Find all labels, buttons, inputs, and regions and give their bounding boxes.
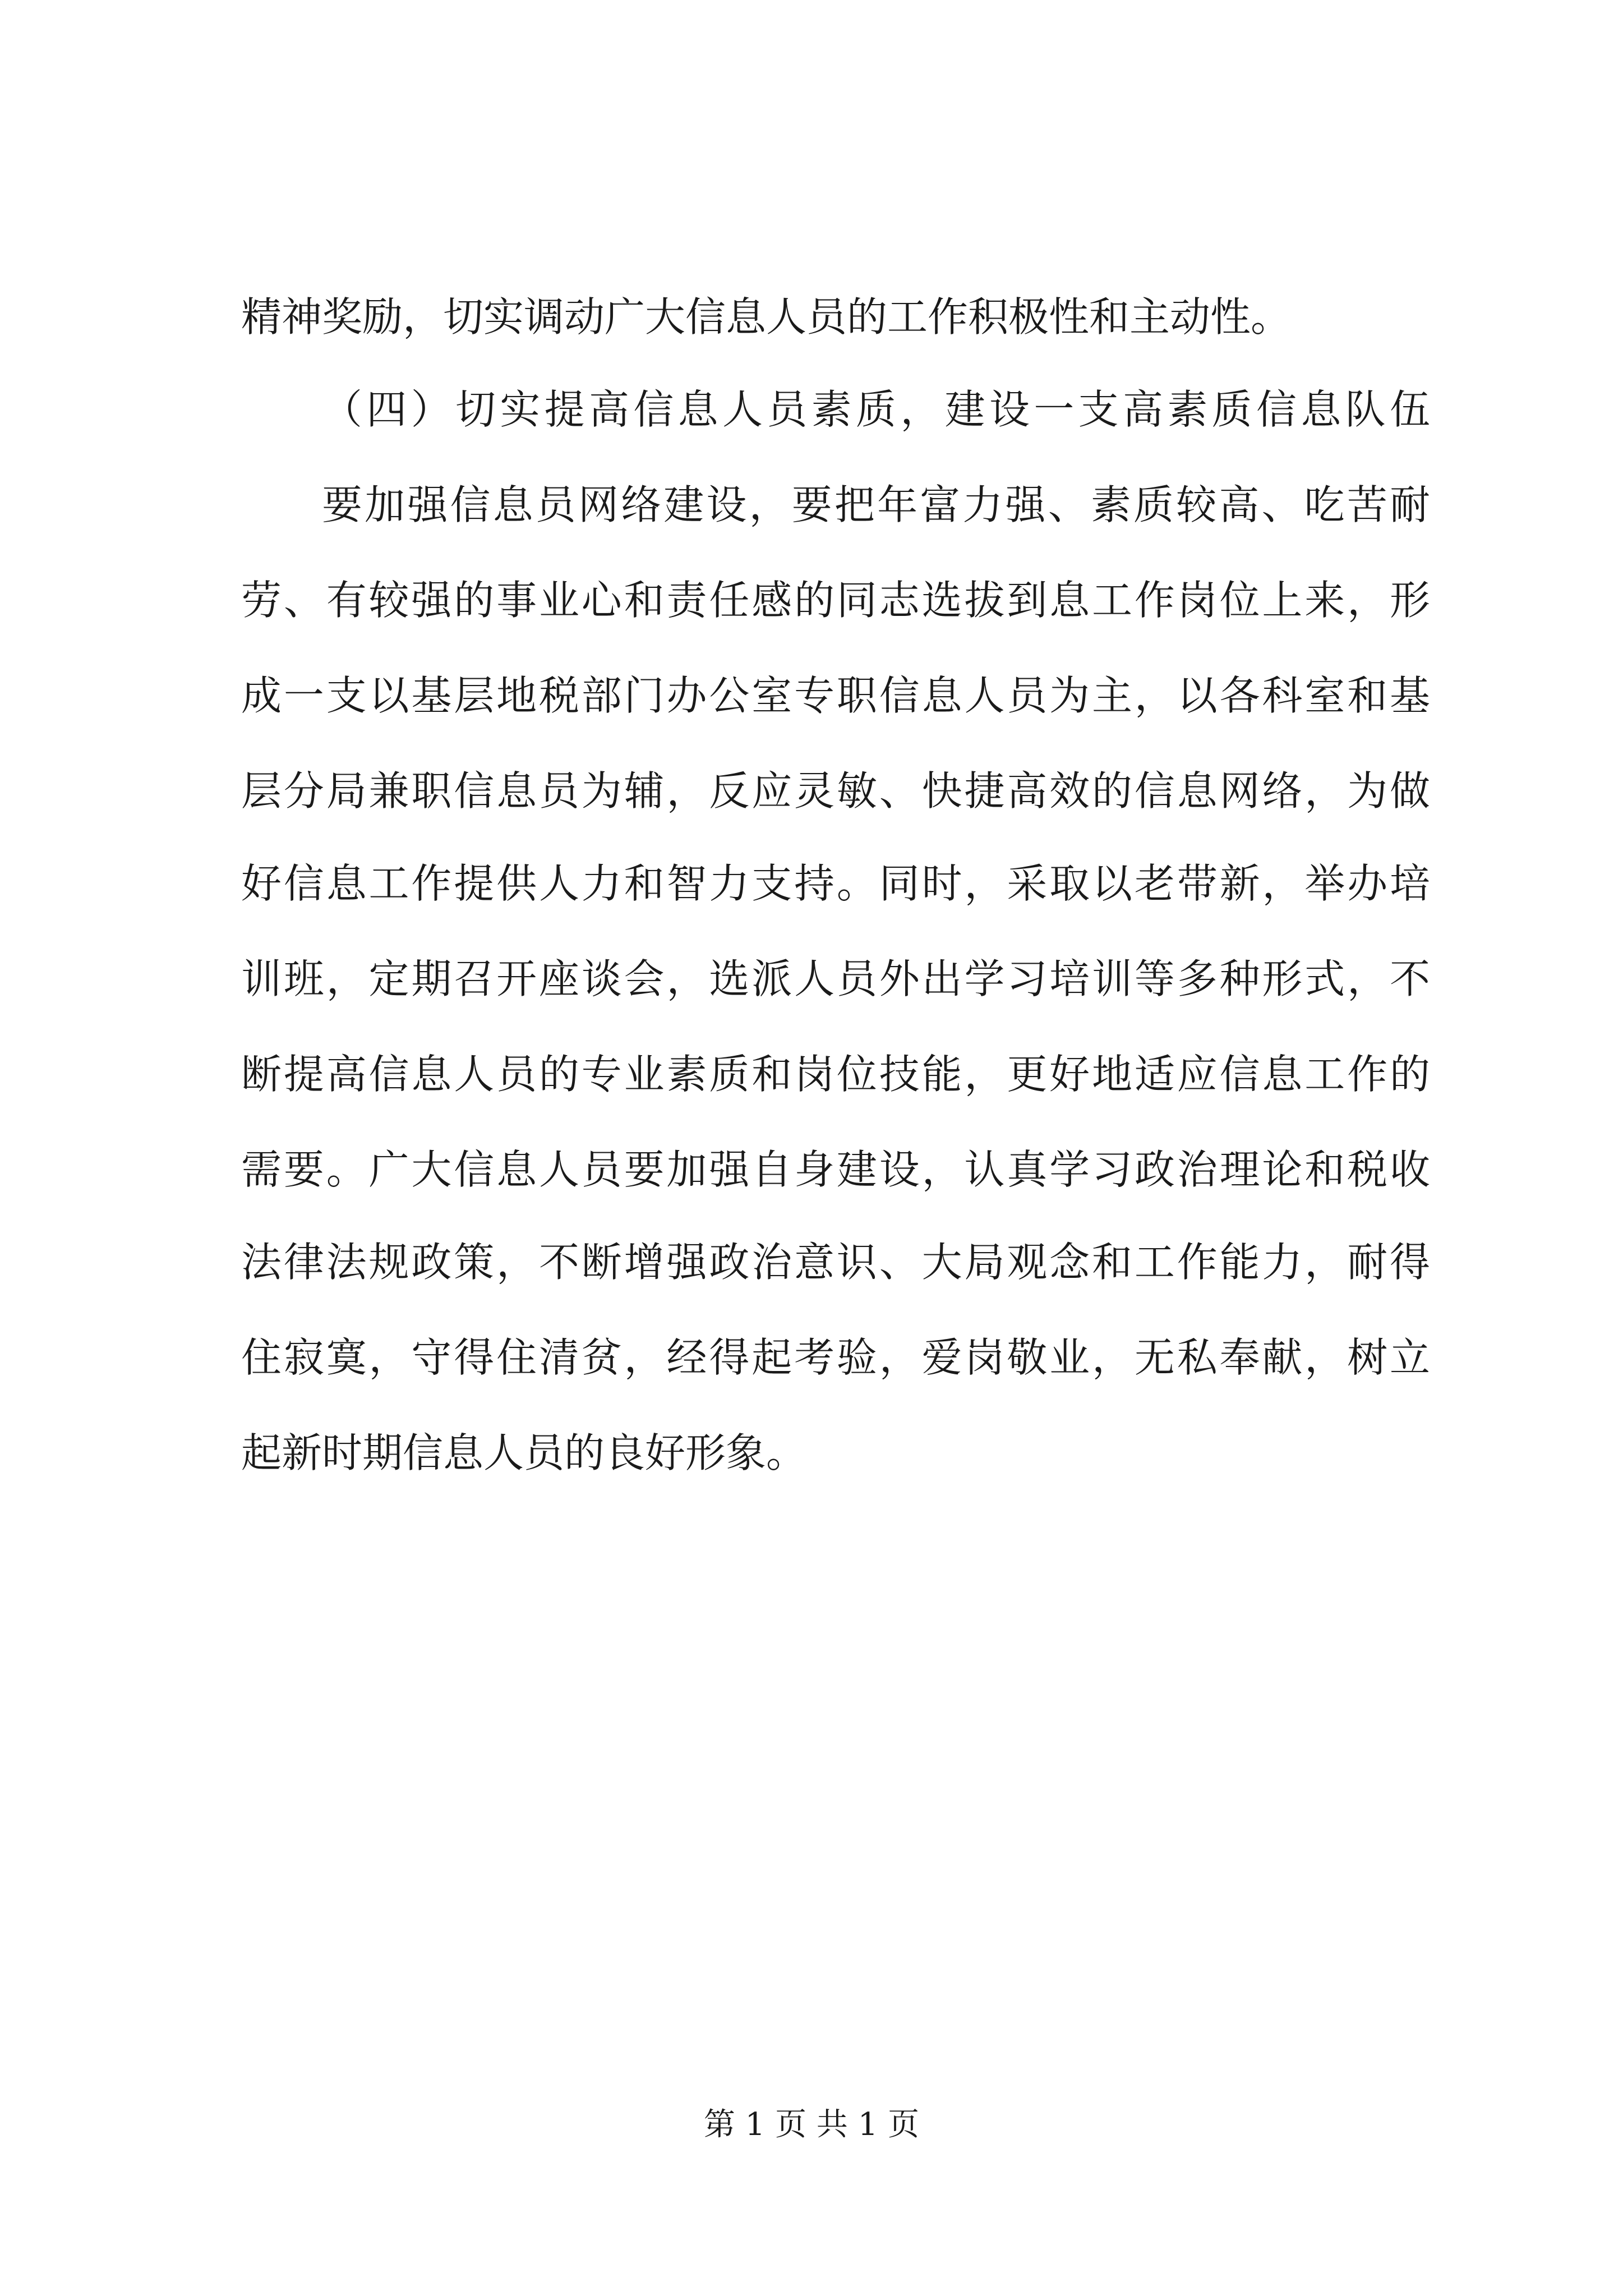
paragraph-line-11: 法律法规政策，不断增强政治意识、大局观念和工作能力，耐得 (241, 1239, 1430, 1286)
page-footer: 第 1 页 共 1 页 (703, 2106, 920, 2143)
paragraph-line-3: 要加强信息员网络建设，要把年富力强、素质较高、吃苦耐 (322, 481, 1430, 528)
paragraph-line-8: 训班，定期召开座谈会，选派人员外出学习培训等多种形式，不 (241, 955, 1430, 1002)
paragraph-line-1: 精神奖励，切实调动广大信息人员的工作积极性和主动性。 (241, 293, 1292, 341)
paragraph-line-6: 层分局兼职信息员为辅，反应灵敏、快捷高效的信息网络，为做 (241, 767, 1430, 815)
paragraph-line-5: 成一支以基层地税部门办公室专职信息人员为主，以各科室和基 (241, 672, 1430, 719)
paragraph-line-10: 需要。广大信息人员要加强自身建设，认真学习政治理论和税收 (241, 1146, 1430, 1193)
paragraph-line-7: 好信息工作提供人力和智力支持。同时，采取以老带新，举办培 (241, 860, 1430, 907)
paragraph-line-4: 劳、有较强的事业心和责任感的同志选拔到息工作岗位上来，形 (241, 577, 1430, 624)
section-heading-4: （四）切实提高信息人员素质，建设一支高素质信息队伍 (322, 386, 1430, 433)
paragraph-line-12: 住寂寞，守得住清贫，经得起考验，爱岗敬业，无私奉献，树立 (241, 1334, 1430, 1381)
paragraph-line-13: 起新时期信息人员的良好形象。 (241, 1429, 807, 1476)
paragraph-line-9: 断提高信息人员的专业素质和岗位技能，更好地适应信息工作的 (241, 1051, 1430, 1098)
